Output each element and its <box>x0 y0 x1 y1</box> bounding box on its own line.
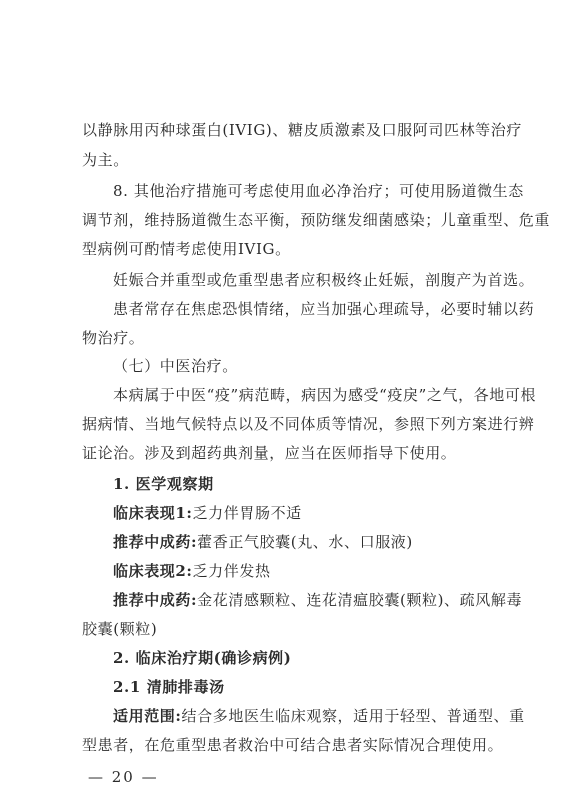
section-heading: （七）中医治疗。 <box>113 357 238 375</box>
page-number: — 20 — <box>88 768 159 786</box>
paragraph-line: 型病例可酌情考虑使用IVIG。 <box>82 240 291 258</box>
clinical-text: 乏力伴发热 <box>192 562 271 580</box>
recommend-text: 藿香正气胶囊(丸、水、口服液) <box>197 533 413 551</box>
recommend-label: 推荐中成药: <box>113 591 198 609</box>
paragraph-line: 患者常存在焦虑恐惧情绪，应当加强心理疏导，必要时辅以药 <box>113 300 535 318</box>
clinical-label: 临床表现1: <box>113 504 193 522</box>
paragraph-line: 物治疗。 <box>82 329 145 347</box>
paragraph-line: 妊娠合并重型或危重型患者应积极终止妊娠，剖腹产为首选。 <box>113 271 535 289</box>
scope-text-continued: 型患者，在危重型患者救治中可结合患者实际情况合理使用。 <box>82 736 504 754</box>
clinical-label: 临床表现2: <box>113 562 193 580</box>
paragraph-line: 据病情、当地气候特点以及不同体质等情况，参照下列方案进行辨 <box>82 415 535 433</box>
paragraph-line: 8. 其他治疗措施可考虑使用血必净治疗；可使用肠道微生态 <box>113 182 524 200</box>
subsection-heading: 2. 临床治疗期(确诊病例) <box>113 649 292 667</box>
recommend-text: 金花清感颗粒、连花清瘟胶囊(颗粒)、疏风解毒 <box>197 591 523 609</box>
subsection-heading: 1. 医学观察期 <box>113 475 214 493</box>
recommend-item <box>113 590 523 610</box>
paragraph-line: 调节剂，维持肠道微生态平衡，预防继发细菌感染；儿童重型、危重 <box>82 211 551 229</box>
clinical-text: 乏力伴胃肠不适 <box>192 504 302 522</box>
recommend-item <box>113 532 492 552</box>
recommend-label: 推荐中成药: <box>113 533 198 551</box>
paragraph-line: 以静脉用丙种球蛋白(IVIG)、糖皮质激素及口服阿司匹林等治疗 <box>82 121 522 139</box>
scope-label: 适用范围: <box>113 707 182 725</box>
clinical-item <box>113 561 492 581</box>
paragraph-line: 本病属于中医“疫”病范畴，病因为感受“疫戾”之气，各地可根 <box>113 386 537 404</box>
scope-text: 结合多地医生临床观察，适用于轻型、普通型、重 <box>181 707 525 725</box>
paragraph-line: 为主。 <box>82 151 129 169</box>
recommend-text-continued: 胶囊(颗粒) <box>82 620 158 638</box>
scope-item <box>113 706 525 726</box>
clinical-item <box>113 503 492 523</box>
paragraph-line: 证论治。涉及到超药典剂量，应当在医师指导下使用。 <box>82 444 457 462</box>
subsection-heading: 2.1 清肺排毒汤 <box>113 678 225 696</box>
